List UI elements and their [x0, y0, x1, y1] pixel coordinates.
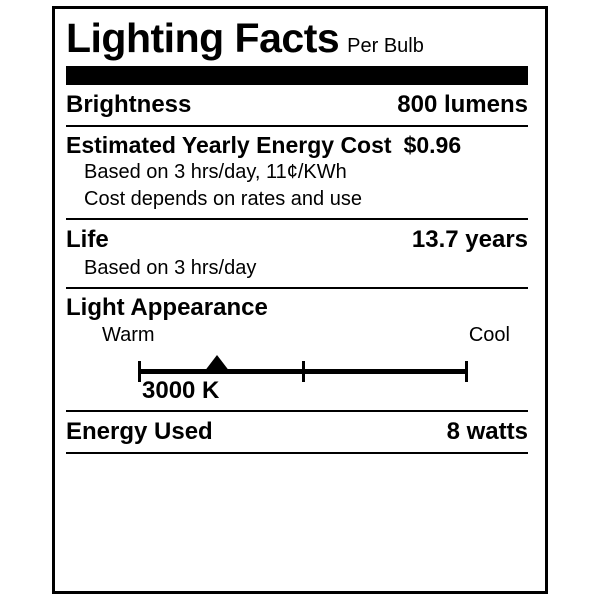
section-energy-cost — [66, 127, 528, 218]
energy-used-label: Energy Used — [66, 418, 213, 446]
label-inner — [66, 13, 528, 540]
page-title-subtext: Per Bulb — [347, 35, 424, 57]
energy-cost-row — [66, 132, 528, 159]
scale-marker-triangle-icon — [204, 355, 230, 372]
energy-cost-note-basis: Based on 3 hrs/day, 11¢/KWh — [84, 161, 347, 184]
light-appearance-scale — [66, 351, 528, 405]
brightness-row — [66, 90, 528, 120]
energy-used-value: 8 watts — [446, 418, 528, 446]
title-divider-bar — [66, 66, 528, 83]
section-life — [66, 220, 528, 287]
scale-label-warm: Warm — [102, 324, 155, 347]
scale-label-cool: Cool — [468, 324, 510, 347]
life-label: Life — [66, 226, 109, 254]
scale-tick-right — [465, 361, 468, 382]
brightness-label: Brightness — [66, 91, 192, 119]
section-light-appearance — [66, 289, 528, 410]
life-note-basis: Based on 3 hrs/day — [84, 257, 257, 280]
life-row — [66, 225, 528, 255]
energy-used-row — [66, 417, 528, 447]
label-bottom-space — [66, 454, 528, 540]
section-energy-used — [66, 412, 528, 452]
lighting-facts-label — [52, 6, 548, 594]
section-brightness — [66, 85, 528, 125]
energy-cost-value: $0.96 — [403, 132, 462, 159]
energy-cost-label: Estimated Yearly Energy Cost — [66, 132, 392, 159]
energy-cost-note-rates: Cost depends on rates and use — [84, 188, 362, 211]
scale-tick-left — [138, 361, 141, 382]
scale-tick-middle — [302, 361, 305, 382]
light-appearance-label: Light Appearance — [66, 294, 268, 322]
page-title: Lighting Facts — [66, 15, 340, 61]
color-temperature-value: 3000 K — [142, 377, 220, 405]
label-title-row — [66, 13, 528, 62]
light-appearance-scale-labels — [66, 324, 528, 347]
life-value: 13.7 years — [411, 226, 528, 254]
brightness-value: 800 lumens — [397, 91, 528, 119]
